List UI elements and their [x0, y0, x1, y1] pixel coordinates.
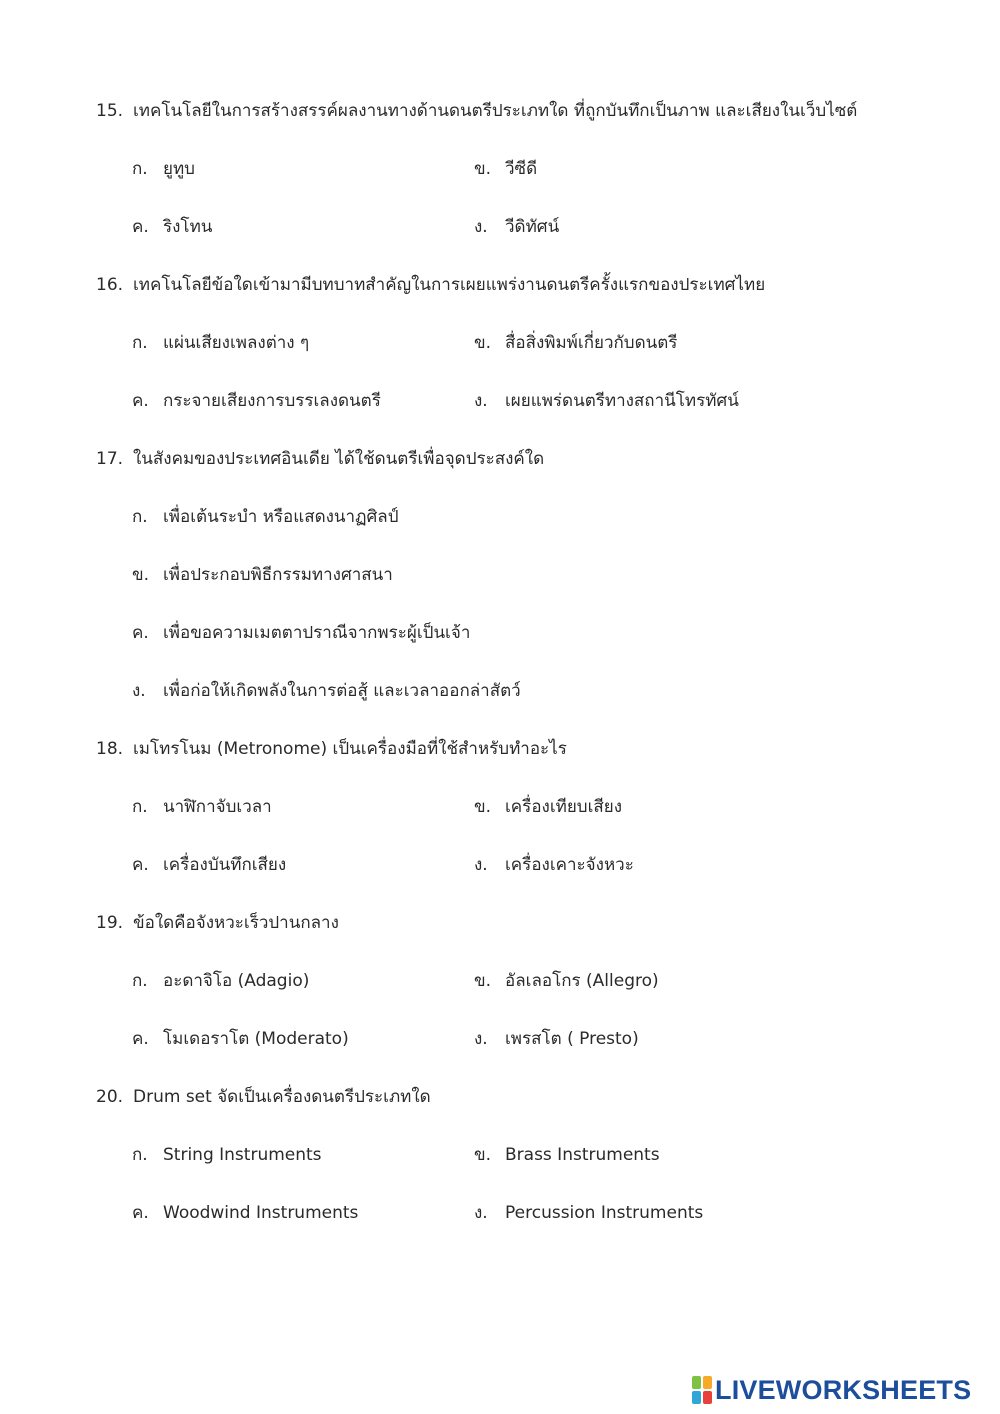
option-text: นาฬิกาจับเวลา	[163, 797, 272, 817]
option-text: กระจายเสียงการบรรเลงดนตรี	[163, 391, 381, 411]
logo-tile	[692, 1391, 701, 1404]
question-text: เมโทรโนม (Metronome) เป็นเครื่องมือที่ใช้สำหรับทำอะไร	[133, 739, 567, 759]
option-label: ก.	[132, 333, 148, 353]
option-label: ข.	[474, 1145, 492, 1165]
option-label: ง.	[474, 855, 488, 875]
option-text: แผ่นเสียงเพลงต่าง ๆ	[163, 333, 310, 353]
option-label: ก.	[132, 507, 148, 527]
option-text: เผยแพร่ดนตรีทางสถานีโทรทัศน์	[505, 391, 739, 411]
option-label: ข.	[474, 797, 492, 817]
option-text: สื่อสิ่งพิมพ์เกี่ยวกับดนตรี	[505, 333, 678, 353]
logo-tile	[703, 1391, 712, 1404]
option-label: ง.	[474, 217, 488, 237]
option-text: Percussion Instruments	[505, 1203, 704, 1223]
option-label: ข.	[474, 971, 492, 991]
option-text: เครื่องบันทึกเสียง	[163, 855, 287, 875]
option-text: เพื่อเต้นระบำ หรือแสดงนาฏศิลป์	[163, 507, 399, 527]
question-number: 15.	[96, 101, 124, 121]
logo-tile	[703, 1376, 712, 1389]
option-label: ง.	[474, 1203, 488, 1223]
option-label: ค.	[132, 1203, 149, 1223]
logo-text: LIVEWORKSHEETS	[715, 1374, 972, 1405]
option-label: ค.	[132, 855, 149, 875]
question-number: 20.	[96, 1087, 124, 1107]
option-label: ก.	[132, 797, 148, 817]
question-text: Drum set จัดเป็นเครื่องดนตรีประเภทใด	[133, 1087, 431, 1107]
logo-tile	[692, 1376, 701, 1389]
option-text: เพรสโต ( Presto)	[505, 1029, 639, 1049]
question-number: 19.	[96, 913, 124, 933]
option-text: Brass Instruments	[505, 1145, 660, 1165]
option-text: String Instruments	[163, 1145, 322, 1165]
liveworksheets-logo-icon	[692, 1376, 712, 1404]
option-label: ข.	[474, 333, 492, 353]
option-label: ข.	[132, 565, 150, 585]
question-number: 18.	[96, 739, 124, 759]
option-label: ก.	[132, 1145, 148, 1165]
question-text: ข้อใดคือจังหวะเร็วปานกลาง	[133, 913, 339, 933]
option-text: อัลเลอโกร (Allegro)	[505, 971, 659, 991]
option-label: ก.	[132, 159, 148, 179]
option-text: วีซีดี	[505, 159, 538, 179]
option-label: ง.	[474, 1029, 488, 1049]
option-label: ง.	[132, 681, 146, 701]
question-number: 16.	[96, 275, 124, 295]
question-number: 17.	[96, 449, 124, 469]
option-text: เพื่อประกอบพิธีกรรมทางศาสนา	[163, 565, 393, 585]
option-label: ค.	[132, 391, 149, 411]
option-text: อะดาจิโอ (Adagio)	[163, 971, 310, 991]
option-text: เครื่องเคาะจังหวะ	[505, 855, 634, 875]
option-text: Woodwind Instruments	[163, 1203, 359, 1223]
option-text: วีดิทัศน์	[505, 217, 560, 237]
option-text: โมเดอราโต (Moderato)	[163, 1029, 349, 1049]
question-text: เทคโนโลยีในการสร้างสรรค์ผลงานทางด้านดนตรีประเภทใด ที่ถูกบันทึกเป็นภาพ และเสียงในเว็บไซต์	[133, 101, 858, 121]
option-label: ค.	[132, 217, 149, 237]
option-text: เพื่อขอความเมตตาปราณีจากพระผู้เป็นเจ้า	[163, 623, 471, 643]
option-text: ยูทูบ	[163, 159, 195, 179]
liveworksheets-logo[interactable]	[692, 1374, 971, 1406]
option-label: ข.	[474, 159, 492, 179]
question-text: ในสังคมของประเทศอินเดีย ได้ใช้ดนตรีเพื่อจุดประสงค์ใด	[133, 449, 545, 469]
option-text: เครื่องเทียบเสียง	[505, 797, 623, 817]
option-label: ก.	[132, 971, 148, 991]
question-text: เทคโนโลยีข้อใดเข้ามามีบทบาทสำคัญในการเผยแพร่งานดนตรีครั้งแรกของประเทศไทย	[133, 275, 766, 295]
option-text: เพื่อก่อให้เกิดพลังในการต่อสู้ และเวลาออกล่าสัตว์	[163, 681, 521, 701]
option-label: ง.	[474, 391, 488, 411]
option-label: ค.	[132, 1029, 149, 1049]
option-label: ค.	[132, 623, 149, 643]
option-text: ริงโทน	[163, 217, 213, 237]
